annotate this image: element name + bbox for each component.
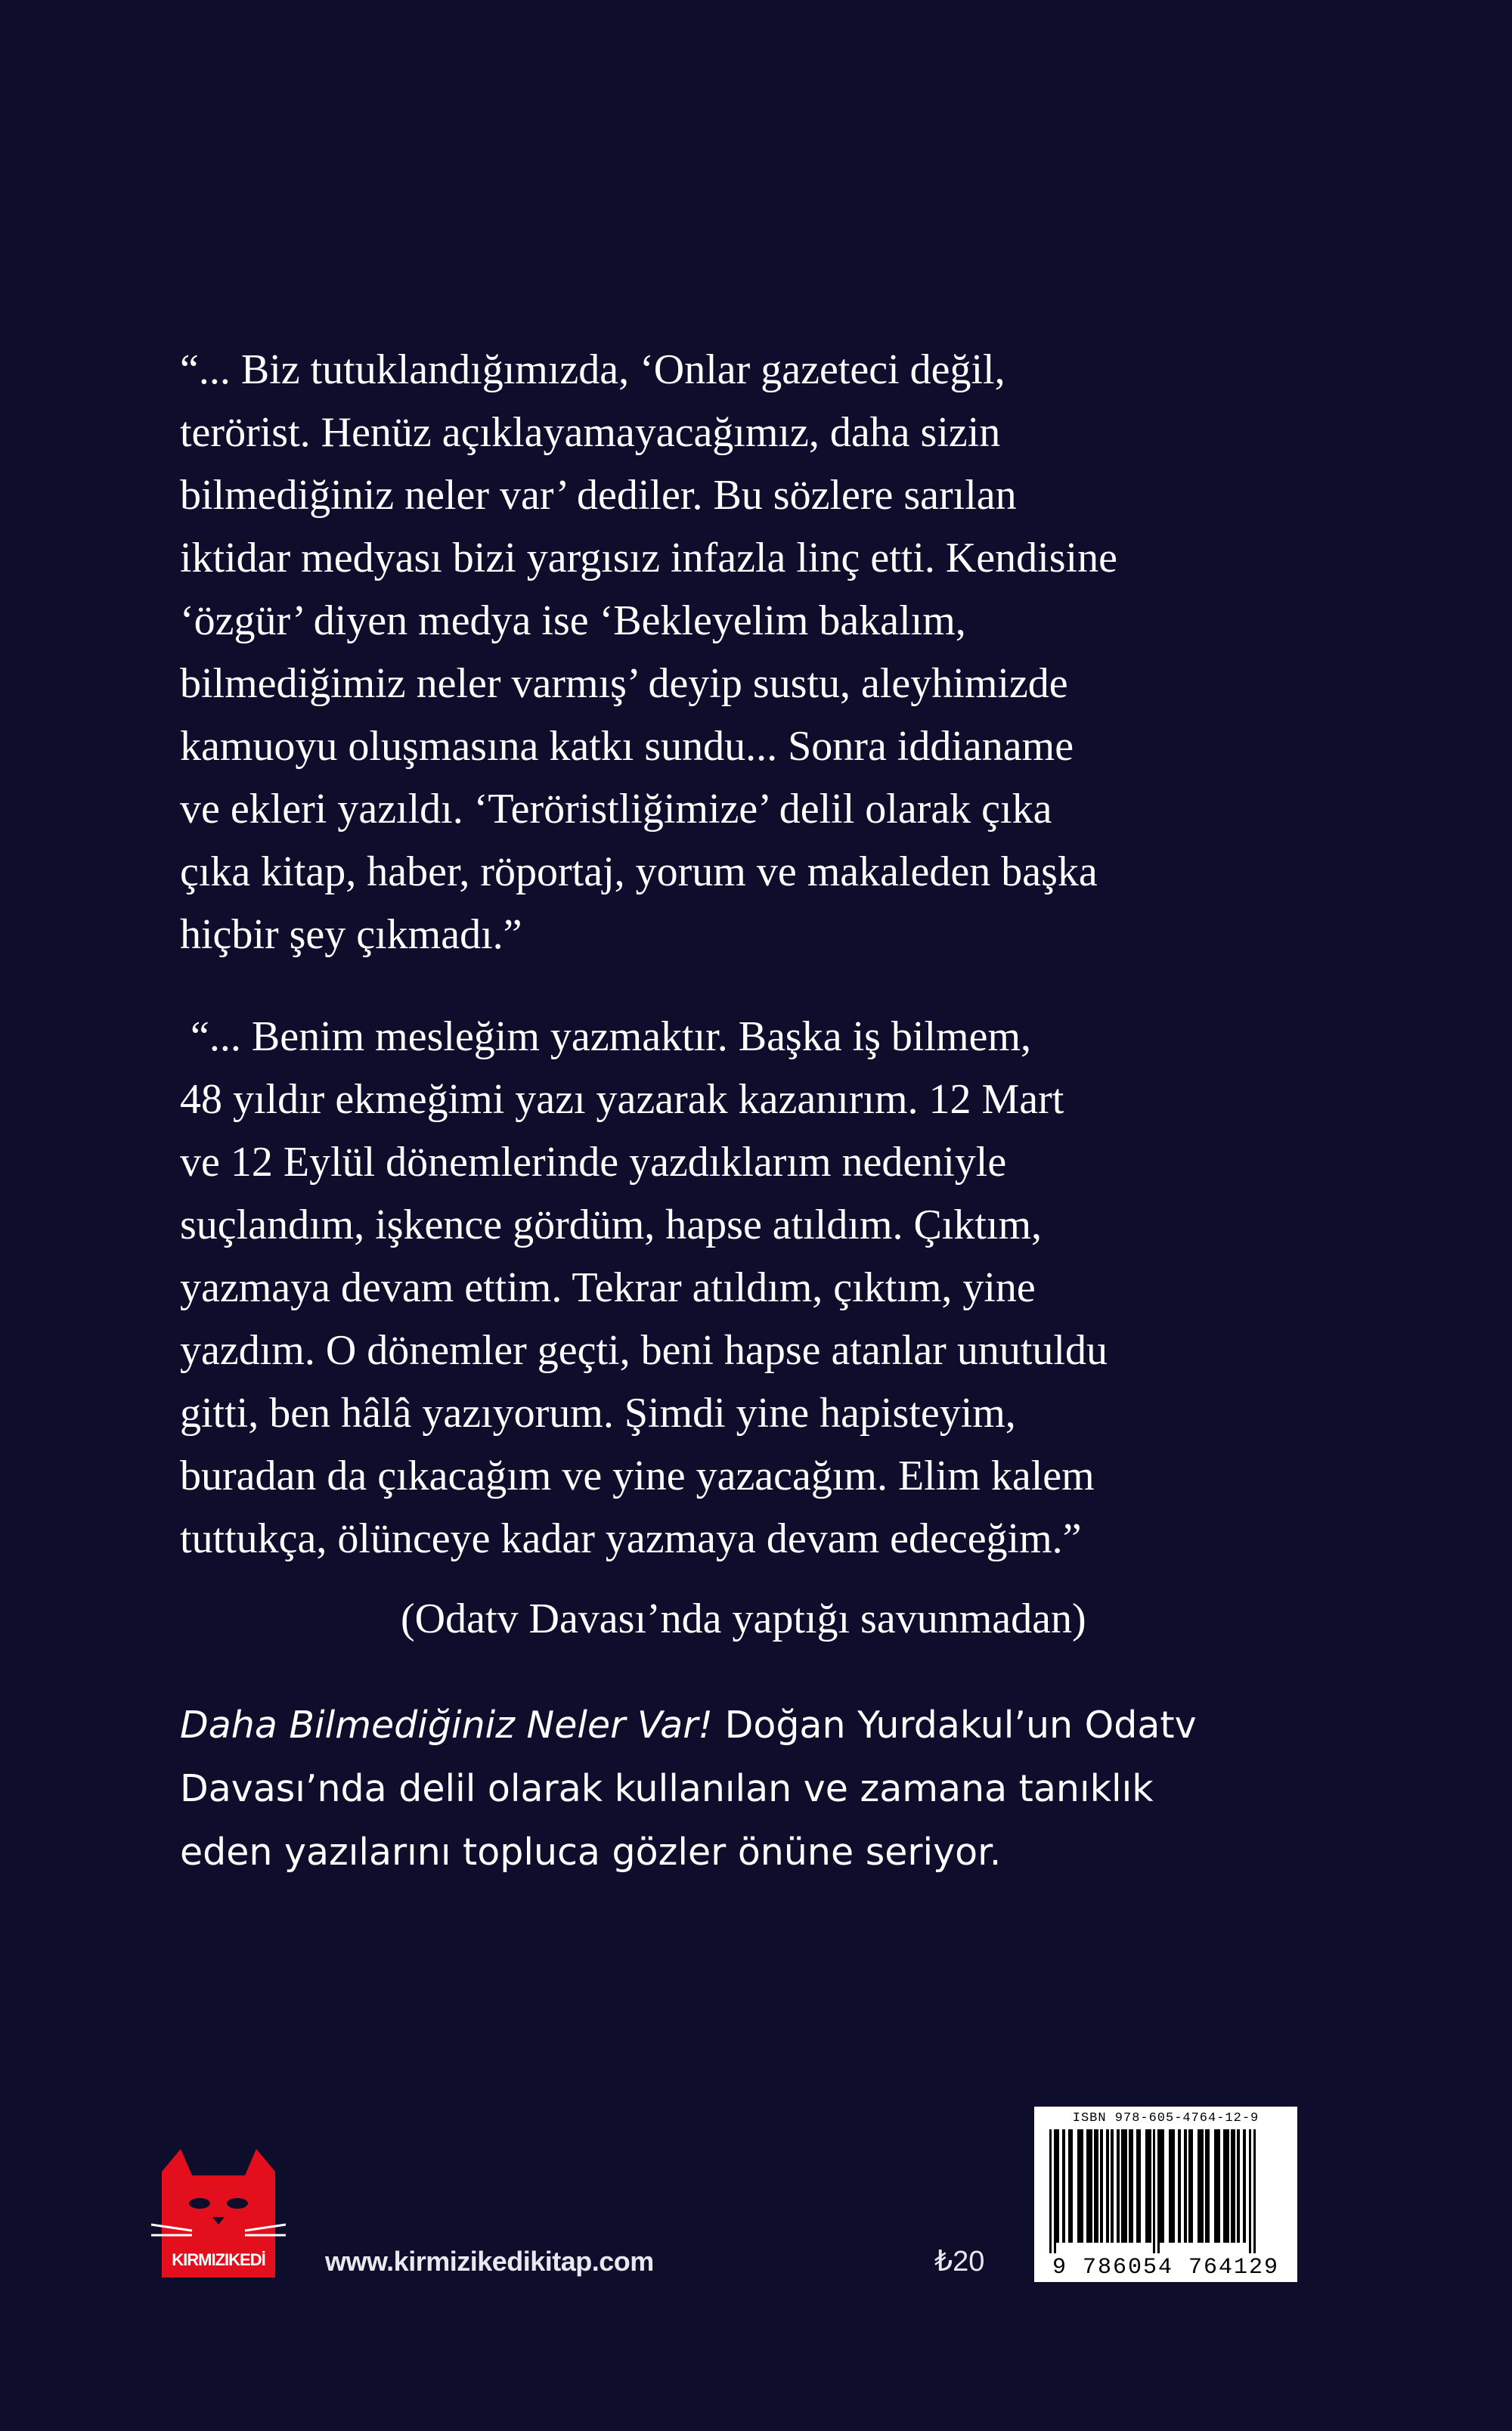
barcode-bar — [1121, 2129, 1127, 2243]
quote-line: gitti, ben hâlâ yazıyorum. Şimdi yine hapisteyim, — [180, 1390, 1016, 1437]
barcode-bar — [1153, 2129, 1155, 2253]
quote-line: ve 12 Eylül dönemlerinde yazdıklarım nedeniyle — [180, 1139, 1007, 1186]
quote-second — [180, 1006, 1329, 1571]
barcode-bar — [1184, 2129, 1187, 2243]
quote-line: ‘özgür’ diyen medya ise ‘Bekleyelim bakalım, — [180, 597, 966, 644]
quote-line: tuttukça, ölünceye kadar yazmaya devam edeceğim.” — [180, 1515, 1082, 1562]
quote-line: yazdım. O dönemler geçti, beni hapse atanlar unutuldu — [180, 1327, 1108, 1374]
barcode-bar — [1129, 2129, 1133, 2243]
isbn-barcode — [1034, 2107, 1297, 2282]
barcode-bar — [1086, 2129, 1092, 2243]
quote-line: suçlandım, işkence gördüm, hapse atıldım. Çıktım, — [180, 1202, 1043, 1248]
barcode-bar — [1169, 2129, 1175, 2243]
quote-line: “... Benim mesleğim yazmaktır. Başka iş bilmem, — [180, 1013, 1032, 1060]
barcode-bar — [1049, 2129, 1052, 2253]
barcode-bar — [1145, 2129, 1151, 2243]
barcode-bar — [1094, 2129, 1098, 2243]
book-title: Daha Bilmediğiniz Neler Var! — [180, 1704, 714, 1747]
quote-line: 48 yıldır ekmeğimi yazı yazarak kazanırım. 12 Mart — [180, 1076, 1064, 1123]
barcode-bar — [1253, 2129, 1256, 2253]
barcode-bar — [1205, 2129, 1210, 2243]
barcode-bar — [1223, 2129, 1229, 2243]
logo-text: KIRMIZIKEDİ — [172, 2250, 265, 2269]
quote-line: çıka kitap, haber, röportaj, yorum ve makaleden başka — [180, 848, 1098, 895]
price-label: ₺20 — [934, 2246, 985, 2278]
barcode-bar — [1111, 2129, 1114, 2243]
barcode-digits: 9 786054 764129 — [1052, 2255, 1280, 2281]
quote-first — [180, 339, 1329, 966]
quote-line: bilmediğimiz neler varmış’ deyip sustu, aleyhimizde — [180, 660, 1068, 707]
barcode-bar — [1160, 2129, 1164, 2243]
blurb-line: eden yazılarını topluca gözler önüne seriyor. — [180, 1831, 1002, 1874]
publisher-logo — [147, 2141, 290, 2278]
quote-line: ve ekleri yazıldı. ‘Teröristliğimize’ delil olarak çıka — [180, 786, 1052, 833]
barcode-bar — [1117, 2129, 1120, 2243]
quote-line: yazmaya devam ettim. Tekrar atıldım, çıktım, yine — [180, 1264, 1036, 1311]
barcode-bar — [1062, 2129, 1065, 2243]
quote-line: “... Biz tutuklandığımızda, ‘Onlar gazeteci değil, — [180, 346, 1005, 393]
book-blurb — [180, 1694, 1344, 1884]
barcode-bar — [1231, 2129, 1235, 2243]
blurb-line: Davası’nda delil olarak kullanılan ve zamana tanıklık — [180, 1767, 1154, 1810]
quote-line: terörist. Henüz açıklayamayacağımız, daha sizin — [180, 409, 1001, 456]
barcode-bar — [1106, 2129, 1109, 2243]
blurb-text: Doğan Yurdakul’un Odatv — [713, 1704, 1197, 1747]
quote-line: bilmediğiniz neler var’ dediler. Bu sözlere sarılan — [180, 472, 1017, 519]
barcode-bar — [1077, 2129, 1083, 2243]
quote-line: iktidar medyası bizi yargısız infazla linç etti. Kendisine — [180, 535, 1117, 581]
barcode-bar — [1100, 2129, 1103, 2243]
barcode-bar — [1214, 2129, 1220, 2243]
barcode-bar — [1178, 2129, 1181, 2243]
quote-line: hiçbir şey çıkmadı.” — [180, 911, 522, 958]
barcode-bar — [1198, 2129, 1204, 2243]
barcode-bar — [1249, 2129, 1251, 2253]
barcode-bar — [1068, 2129, 1073, 2243]
quote-attribution: (Odatv Davası’nda yaptığı savunmadan) — [401, 1595, 1086, 1642]
isbn-label: ISBN 978-605-4764-12-9 — [1072, 2111, 1259, 2126]
publisher-website: www.kirmizikedikitap.com — [325, 2246, 654, 2277]
quote-line: kamuoyu oluşmasına katkı sundu... Sonra iddianame — [180, 723, 1074, 770]
blurb-line — [180, 1694, 1344, 1757]
barcode-bars — [1046, 2129, 1285, 2253]
barcode-bar — [1136, 2129, 1141, 2243]
barcode-bar — [1243, 2129, 1246, 2243]
barcode-bar — [1237, 2129, 1240, 2243]
quote-line: buradan da çıkacağım ve yine yazacağım. Elim kalem — [180, 1453, 1095, 1499]
barcode-bar — [1056, 2129, 1059, 2243]
barcode-bar — [1054, 2129, 1056, 2253]
barcode-bar — [1188, 2129, 1193, 2243]
barcode-bar — [1157, 2129, 1160, 2253]
